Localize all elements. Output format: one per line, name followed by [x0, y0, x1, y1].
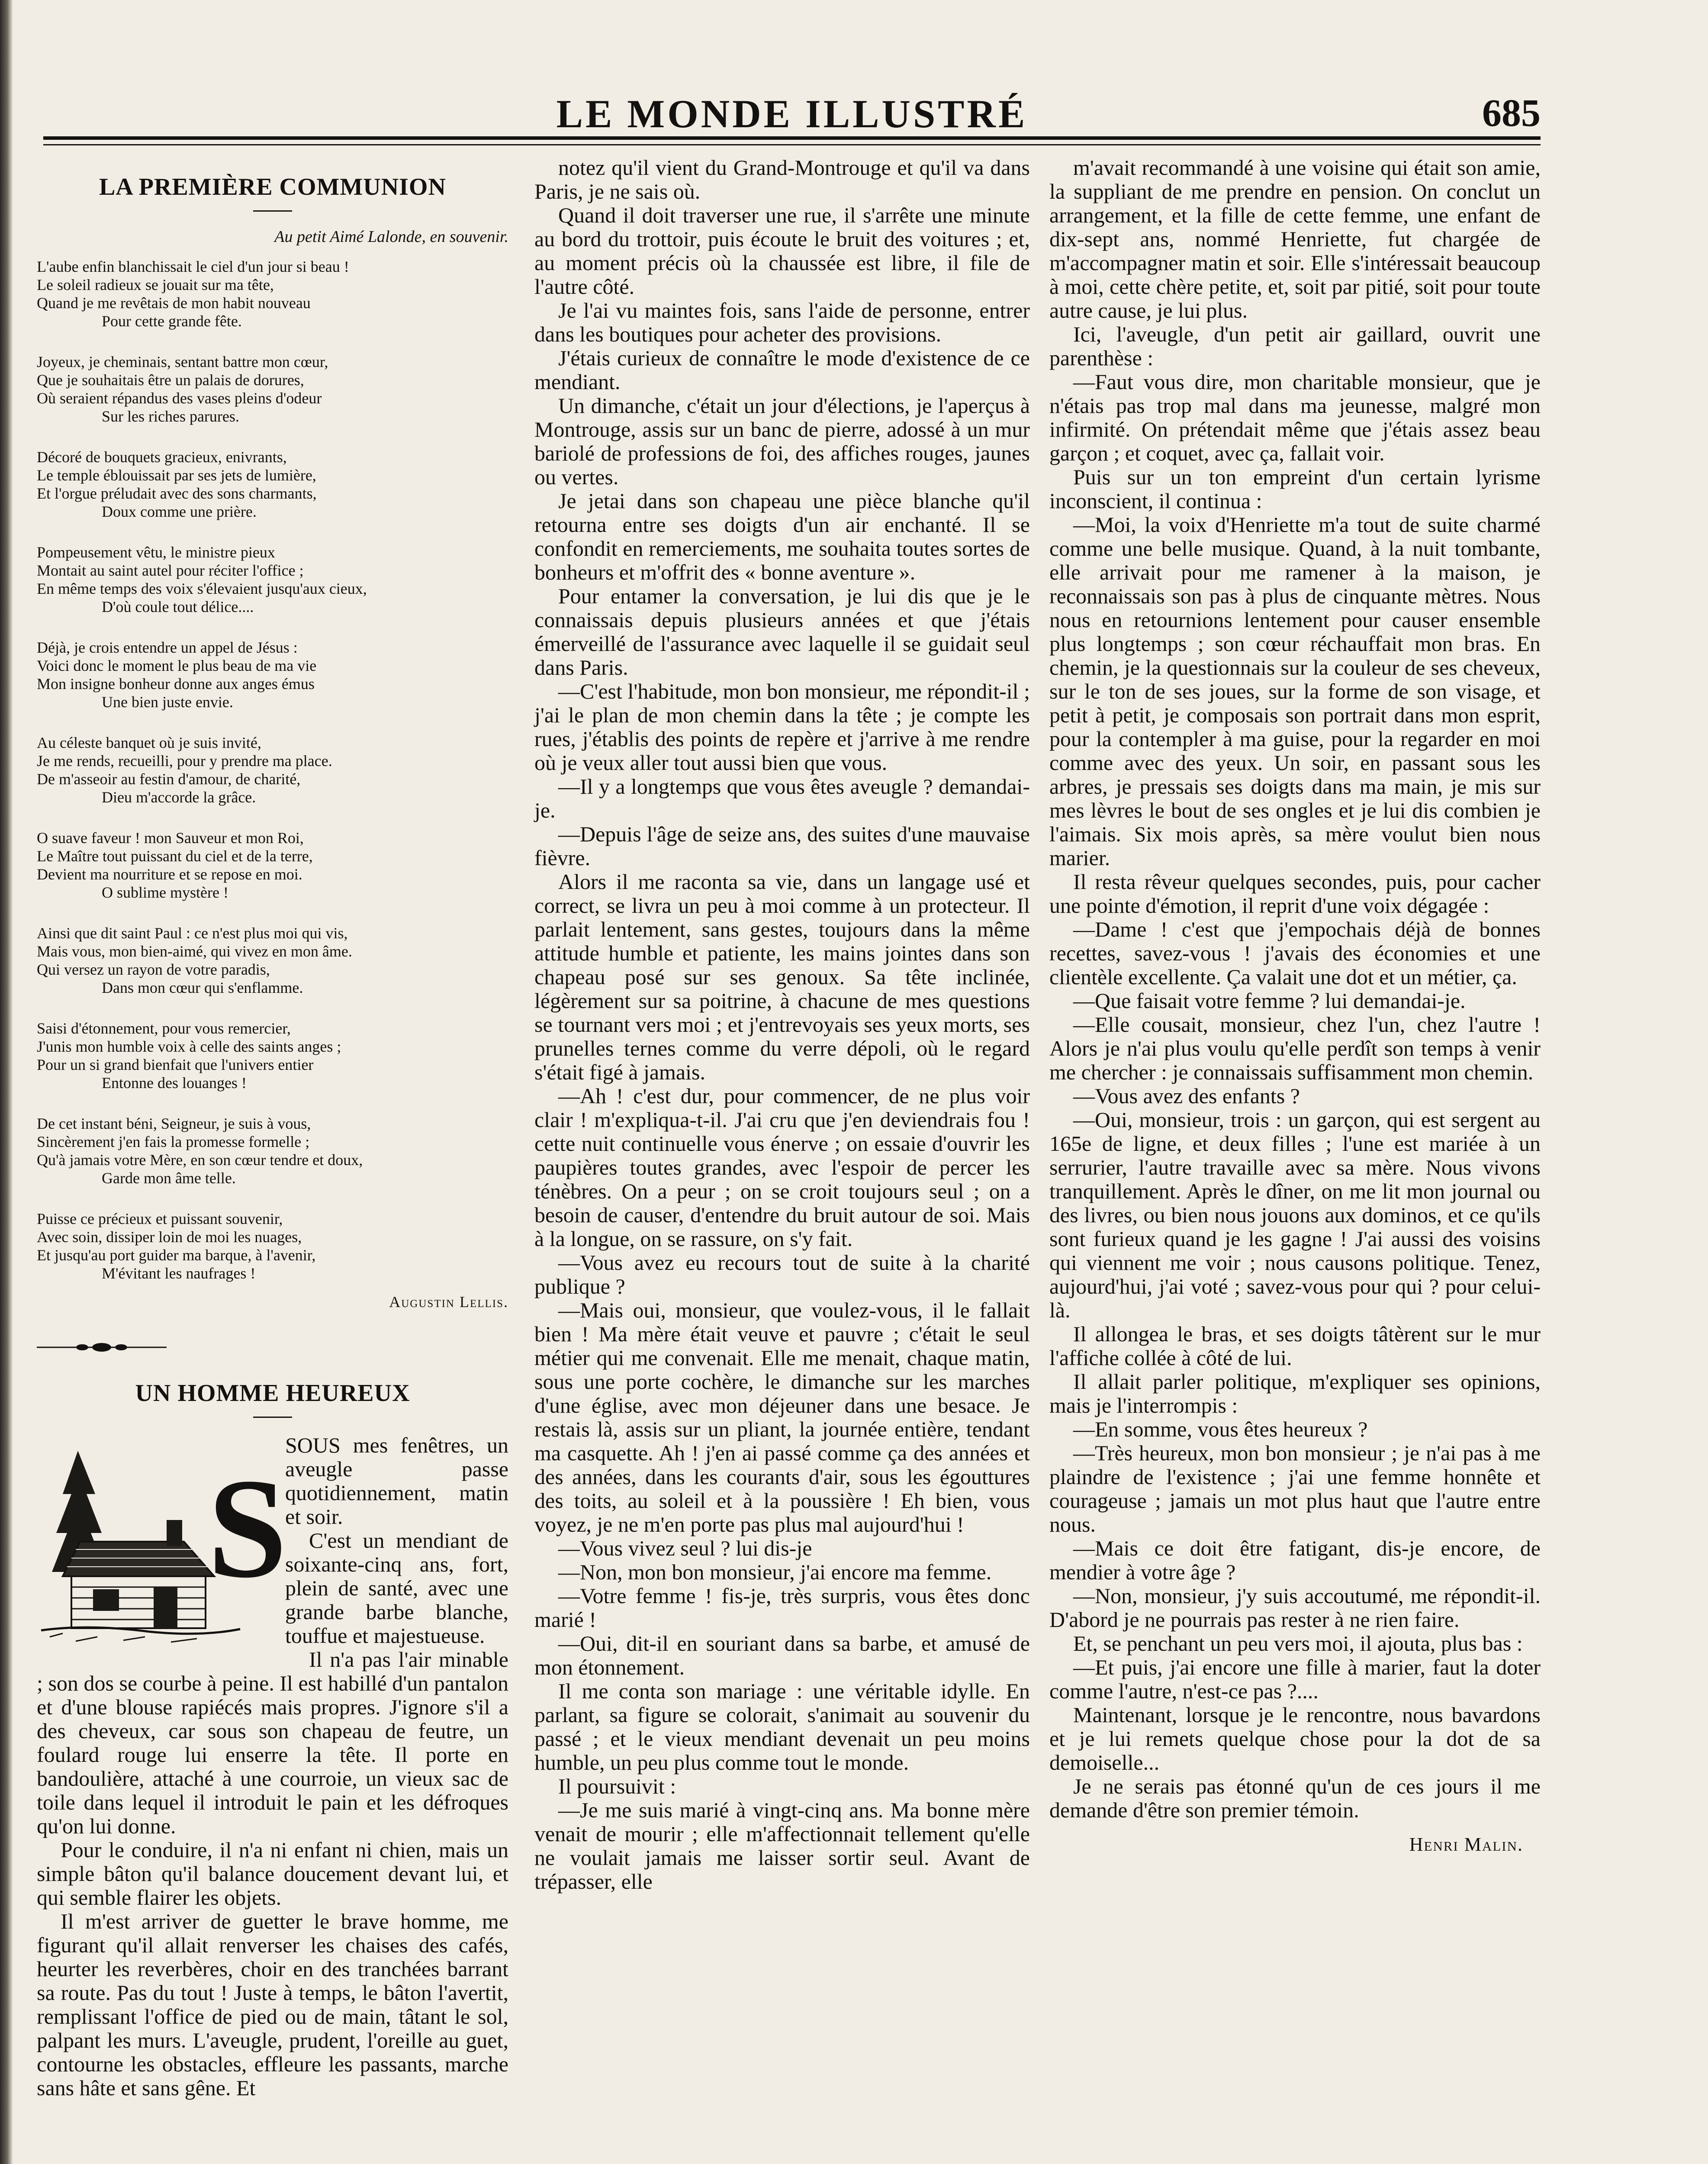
poem-line: Que je souhaitais être un palais de dorures, [37, 371, 304, 389]
story-paragraph: —Mais oui, monsieur, que voulez-vous, il le fallait bien ! Ma mère était veuve et pauvre ; c'était le seul métier qui me convenait. Elle me menait, chaque matin, sous une porte cochère, le dimanche sur les marches d'une église, avec mon déjeuner dans une besace. Je restais là, assis sur un pliant, la journée entière, tendant ma casquette. Ah ! j'en ai passé comme ça des années et des années, dans les courants d'air, sous les égouttures des toits, au soleil et à la poussière ! Eh bien, vous voyez, je ne m'en porte pas plus mal aujourd'hui ! [534, 1298, 1030, 1536]
poem-line: Au céleste banquet où je suis invité, [37, 734, 261, 751]
story-paragraph: —C'est l'habitude, mon bon monsieur, me répondit-il ; j'ai le plan de mon chemin dans la tête ; je compte les rues, j'établis des points de repère et j'arrive à me rendre où je veux aller tout aussi bien que vous. [534, 679, 1030, 775]
story-title: UN HOMME HEUREUX [135, 1380, 410, 1407]
title-rule [253, 210, 292, 212]
poem-stanza [37, 734, 508, 806]
poem-line: Saisi d'étonnement, pour vous remercier, [37, 1020, 291, 1037]
poem-stanza [37, 543, 508, 616]
page-header [43, 91, 1541, 138]
column-3 [1049, 156, 1541, 2164]
story-paragraph: Un dimanche, c'était un jour d'élections, je l'aperçus à Montrouge, assis sur un banc de pierre, adossé à un mur bariolé de professions de foi, des affiches rouges, jaunes ou vertes. [534, 393, 1030, 489]
poem-line: Devient ma nourriture et se repose en moi. [37, 866, 302, 883]
poem-stanza [37, 1210, 508, 1282]
story-paragraph: notez qu'il vient du Grand-Montrouge et qu'il va dans Paris, je ne sais où. [534, 155, 1030, 203]
masthead: LE MONDE ILLUSTRÉ [556, 92, 1028, 136]
story-paragraph: —Mais ce doit être fatigant, dis-je encore, de mendier à votre âge ? [1049, 1536, 1541, 1584]
poem-line: Décoré de bouquets gracieux, enivrants, [37, 448, 287, 466]
story-paragraph: Il allait parler politique, m'expliquer ses opinions, mais je l'interrompis : [1049, 1369, 1541, 1417]
story-paragraph: —Ah ! c'est dur, pour commencer, de ne plus voir clair ! m'expliqua-t-il. J'ai cru que j'en deviendrais fou ! cette nuit continuelle vous énerve ; on essaie d'ouvrir les paupières toutes grandes, avec l'espoir de percer les ténèbres. On a peur ; on se croit toujours seul ; on a besoin de causer, d'entendre du bruit autour de soi. Mais à la longue, on se rassure, on s'y fait. [534, 1084, 1030, 1251]
poem-line: Quand je me revêtais de mon habit nouveau [37, 294, 311, 312]
poem-line: Ainsi que dit saint Paul : ce n'est plus moi qui vis, [37, 924, 348, 942]
poem-line: Joyeux, je cheminais, sentant battre mon cœur, [37, 353, 328, 370]
cabin-illustration [37, 1433, 287, 1650]
story-paragraph: —Faut vous dire, mon charitable monsieur, que je n'étais pas trop mal dans ma jeunesse, malgré mon infirmité. On prétendait même que j'étais assez beau garçon ; et coquet, avec ça, fallait voir. [1049, 370, 1541, 465]
poem-line: Je me rends, recueilli, pour y prendre ma place. [37, 752, 332, 770]
section-ornament [37, 1341, 167, 1353]
story-paragraph: Alors il me raconta sa vie, dans un langage usé et correct, se livra un peu à moi comme à un protecteur. Il parlait lentement, sans gestes, toujours dans la même attitude humble et patiente, les mains jointes dans son chapeau posé sur ses genoux. Sa tête inclinée, légèrement sur sa poitrine, à chacune de mes questions se tournant vers moi ; et j'entrevoyais ses yeux morts, ses prunelles ternes comme du verre dépoli, où le regard s'était figé à jamais. [534, 869, 1030, 1084]
story-paragraph: Je jetai dans son chapeau une pièce blanche qu'il retourna entre ses doigts d'un air enchanté. Il se confondit en remerciements, me souhaita toutes sortes de bonheurs et m'offrit des « bonne aventure ». [534, 489, 1030, 584]
poem-stanza [37, 1019, 508, 1092]
poem-line: Montait au saint autel pour réciter l'office ; [37, 562, 304, 579]
header-rule-thick [43, 136, 1541, 140]
poem-title: LA PREMIÈRE COMMUNION [99, 174, 446, 200]
story-paragraph: Et, se penchant un peu vers moi, il ajouta, plus bas : [1073, 1631, 1523, 1655]
poem-line: Une bien juste envie. [102, 693, 233, 711]
story-col2-text [534, 156, 1030, 1894]
story-author: Henri Malin. [1409, 1834, 1523, 1855]
poem-stanza [37, 829, 508, 902]
story-col3-text [1049, 156, 1541, 1822]
poem-line: Pompeusement vêtu, le ministre pieux [37, 544, 275, 561]
story-paragraph: Maintenant, lorsque je le rencontre, nous bavardons et je lui remets quelque chose pour la dot de sa demoiselle... [1049, 1703, 1541, 1774]
poem-line: L'aube enfin blanchissait le ciel d'un jour si beau ! [37, 258, 349, 275]
poem-line: Le soleil radieux se jouait sur ma tête, [37, 276, 274, 293]
poem-line: Sincèrement j'en fais la promesse formelle ; [37, 1133, 310, 1150]
drop-cap-letter: S [208, 1449, 287, 1607]
story-paragraph: —Il y a longtemps que vous êtes aveugle ? demandai-je. [534, 774, 1030, 822]
poem-line: Pour cette grande fête. [102, 312, 242, 330]
story-paragraph: —Non, mon bon monsieur, j'ai encore ma femme. [558, 1560, 992, 1584]
poem-stanza [37, 353, 508, 425]
story-paragraph: —Je me suis marié à vingt-cinq ans. Ma bonne mère venait de mourir ; elle m'affectionnait tellement qu'elle ne voulait jamais me laisser sortir seul. Avant de trépasser, elle [534, 1798, 1030, 1894]
poem-line: De cet instant béni, Seigneur, je suis à vous, [37, 1115, 311, 1132]
story-paragraph: —Que faisait votre femme ? lui demandai-je. [1073, 989, 1466, 1013]
story-paragraph: —Votre femme ! fis-je, très surpris, vous êtes donc marié ! [534, 1584, 1030, 1632]
story-paragraph: C'est un mendiant de soixante-cinq ans, fort, plein de santé, avec une grande barbe blanche, touffue et majestueuse. [285, 1528, 508, 1648]
story-paragraph: —Non, monsieur, j'y suis accoutumé, me répondit-il. D'abord je ne pourrais pas rester à ne rien faire. [1049, 1584, 1541, 1632]
story-paragraph: Pour le conduire, il n'a ni enfant ni chien, mais un simple bâton qu'il balance doucement devant lui, et qui semble flairer les objets. [37, 1838, 508, 1910]
poem-line: Le temple éblouissait par ses jets de lumière, [37, 467, 316, 484]
poem-line: Voici donc le moment le plus beau de ma vie [37, 657, 317, 674]
poem-line: Entonne des louanges ! [102, 1074, 247, 1092]
story-paragraph: —Vous avez eu recours tout de suite à la charité publique ? [534, 1250, 1030, 1298]
poem-stanza [37, 1114, 508, 1187]
poem-stanza [37, 258, 508, 330]
story-paragraph: —Vous avez des enfants ? [1073, 1084, 1300, 1108]
poem-line: Mon insigne bonheur donne aux anges émus [37, 675, 315, 692]
poem-stanza [37, 924, 508, 997]
poem-line: Et jusqu'au port guider ma barque, à l'avenir, [37, 1246, 316, 1264]
story-paragraph: Je l'ai vu maintes fois, sans l'aide de personne, entrer dans les boutiques pour acheter des provisions. [534, 298, 1030, 346]
poem-stanza [37, 448, 508, 521]
story-paragraph: —Oui, monsieur, trois : un garçon, qui est sergent au 165e de ligne, et deux filles ; l'une est mariée à un serrurier, l'autre travaille avec sa mère. Nous vivons tranquillement. Après le dîner, on me lit mon journal ou des livres, ou bien nous jouons aux dominos, et ce qu'ils sont furieux quand je les gagne ! J'ai aussi des voisins qui viennent me voir ; nous causons politique. Tenez, aujourd'hui, j'ai voté ; savez-vous pour qui ? pour celui-là. [1049, 1108, 1541, 1322]
story-paragraph: —Très heureux, mon bon monsieur ; je n'ai pas à me plaindre de l'existence ; j'ai une femme honnête et courageuse ; jamais un mot plus haut que l'autre entre nous. [1049, 1441, 1541, 1536]
poem-line: O sublime mystère ! [102, 884, 228, 901]
poem-line: Avec soin, dissiper loin de moi les nuages, [37, 1228, 302, 1246]
story-paragraph: —Oui, dit-il en souriant dans sa barbe, et amusé de mon étonnement. [534, 1631, 1030, 1679]
poem-line: Puisse ce précieux et puissant souvenir, [37, 1210, 283, 1227]
story-paragraph: Quand il doit traverser une rue, il s'arrête une minute au bord du trottoir, puis écoute le bruit des voitures ; et, au moment précis où la chaussée est libre, il file de l'autre côté. [534, 203, 1030, 299]
story-paragraph: J'étais curieux de connaître le mode d'existence de ce mendiant. [534, 346, 1030, 394]
poem-line: D'où coule tout délice.... [102, 598, 254, 615]
story-paragraph: —Et puis, j'ai encore une fille à marier, faut la doter comme l'autre, n'est-ce pas ?.... [1049, 1655, 1541, 1703]
poem-line: Le Maître tout puissant du ciel et de la terre, [37, 847, 313, 865]
story-paragraph: Puis sur un ton empreint d'un certain lyrisme inconscient, il continua : [1049, 465, 1541, 513]
story-paragraph: Il m'est arriver de guetter le brave homme, me figurant qu'il allait renverser les chaises des cafés, heurter les reverbères, choir en des tranchées barrant sa route. Pas du tout ! Juste à temps, le bâton l'avertit, remplissant l'office de pied ou de main, tâtant le sol, palpant les murs. L'aveugle, prudent, l'oreille au guet, contourne les obstacles, effleure les passants, marche sans hâte et sans gêne. Et [37, 1909, 508, 2100]
poem-line: Déjà, je crois entendre un appel de Jésus : [37, 639, 298, 656]
story-paragraph: Je ne serais pas étonné qu'un de ces jours il me demande d'être son premier témoin. [1049, 1774, 1541, 1822]
story-paragraph: —En somme, vous êtes heureux ? [1073, 1417, 1368, 1441]
poem-line: Où seraient répandus des vases pleins d'odeur [37, 390, 322, 407]
poem-line: Dieu m'accorde la grâce. [102, 789, 256, 806]
story-paragraph: —Dame ! c'est que j'empochais déjà de bonnes recettes, savez-vous ! j'avais des économies et une clientèle excellente. Ça valait une dot et un métier, ça. [1049, 917, 1541, 989]
poem-line: O suave faveur ! mon Sauveur et mon Roi, [37, 829, 304, 847]
poem-line: De m'asseoir au festin d'amour, de charité, [37, 770, 301, 788]
poem-line: Qu'à jamais votre Mère, en son cœur tendre et doux, [37, 1151, 363, 1169]
story-paragraph: SOUS mes fenêtres, un aveugle passe quotidiennement, matin et soir. [285, 1433, 508, 1529]
poem-stanza [37, 638, 508, 711]
title-rule [253, 1417, 292, 1418]
story-paragraph: —Vous vivez seul ? lui dis-je [558, 1536, 812, 1560]
story-intro [37, 1433, 508, 2100]
story-paragraph: Il me conta son mariage : une véritable idylle. En parlant, sa figure se colorait, s'animait au souvenir du passé ; et le vieux mendiant devenait un peu moins humble, un peu plus comme tout le monde. [534, 1679, 1030, 1774]
poem-line: J'unis mon humble voix à celle des saints anges ; [37, 1038, 341, 1055]
poem-author: Augustin Lellis. [389, 1293, 508, 1311]
poem-line: Qui versez un rayon de votre paradis, [37, 961, 270, 978]
story-paragraph: —Moi, la voix d'Henriette m'a tout de suite charmé comme une belle musique. Quand, à la nuit tombante, elle arrivait pour me ramener à la maison, je reconnaissais son pas à plus de cinquante mètres. Nous nous en retournions lentement pour causer ensemble plus longtemps ; son cœur réchauffait mon bras. En chemin, je la questionnais sur la couleur de ses cheveux, sur le ton de ses joues, sur la forme de son visage, et petit à petit, je composais son portrait dans mon esprit, pour la contempler à ma guise, pour la regarder en moi comme avec des yeux. Un soir, en passant sous les arbres, je pressais ses doigts dans ma main, je mis sur mes lèvres le bout de ses ongles et je lui dis combien je l'aimais. Six mois après, sa mère voulut bien nous marier. [1049, 512, 1541, 870]
story-paragraph: Il resta rêveur quelques secondes, puis, pour cacher une pointe d'émotion, il reprit d'une voix dégagée : [1049, 869, 1541, 918]
poem-line: Doux comme une prière. [102, 503, 257, 520]
column-2 [534, 156, 1030, 2164]
poem-line: Dans mon cœur qui s'enflamme. [102, 979, 303, 996]
header-rule-thin [43, 144, 1541, 145]
column-1 [37, 156, 508, 2164]
poem-line: Et l'orgue préludait avec des sons charmants, [37, 485, 317, 502]
poem-line: M'évitant les naufrages ! [102, 1265, 256, 1282]
story-paragraph: Il poursuivit : [558, 1774, 676, 1798]
poem-line: Garde mon âme telle. [102, 1169, 236, 1187]
story-paragraph: Ici, l'aveugle, d'un petit air gaillard, ouvrit une parenthèse : [1049, 322, 1541, 370]
story-paragraph: m'avait recommandé à une voisine qui était son amie, la suppliant de me prendre en pension. On conclut un arrangement, et la fille de cette femme, une enfant de dix-sept ans, nommé Henriette, fut chargée de m'accompagner matin et soir. Elle s'intéressait beaucoup à moi, cette chère petite, et, soit par pitié, soit pour toute autre cause, je lui plus. [1049, 155, 1541, 322]
poem-line: Sur les riches parures. [102, 408, 239, 425]
story-paragraph: Il n'a pas l'air minable ; son dos se courbe à peine. Il est habillé d'un pantalon et d'une blouse rapiécés mais propres. J'ignore s'il a des cheveux, car sous son chapeau de feutre, un foulard rouge lui enserre la tête. Il porte en bandoulière, attaché à une courroie, un vieux sac de toile dans lequel il introduit le pain et les défroques qu'on lui donne. [37, 1647, 508, 1838]
page-edge-scan-shadow [0, 0, 13, 2164]
poem-line: Pour un si grand bienfait que l'univers entier [37, 1056, 314, 1073]
story-paragraph: —Depuis l'âge de seize ans, des suites d'une mauvaise fièvre. [534, 822, 1030, 870]
page-number: 685 [1482, 92, 1541, 135]
poem-dedication: Au petit Aimé Lalonde, en souvenir. [274, 228, 508, 246]
story-paragraph: Pour entamer la conversation, je lui dis que je le connaissais depuis plusieurs années et que j'étais émerveillé de l'assurance avec laquelle il se guidait seul dans Paris. [534, 584, 1030, 679]
story-paragraph: Il allongea le bras, et ses doigts tâtèrent sur le mur l'affiche collée à côté de lui. [1049, 1322, 1541, 1370]
poem-line: En même temps des voix s'élevaient jusqu'aux cieux, [37, 580, 367, 597]
poem-body [37, 258, 508, 1282]
story-paragraph: —Elle cousait, monsieur, chez l'un, chez l'autre ! Alors je n'ai plus voulu qu'elle perdît son temps à venir me chercher : je connaissais suffisamment mon chemin. [1049, 1012, 1541, 1084]
poem-line: Mais vous, mon bien-aimé, qui vivez en mon âme. [37, 943, 352, 960]
